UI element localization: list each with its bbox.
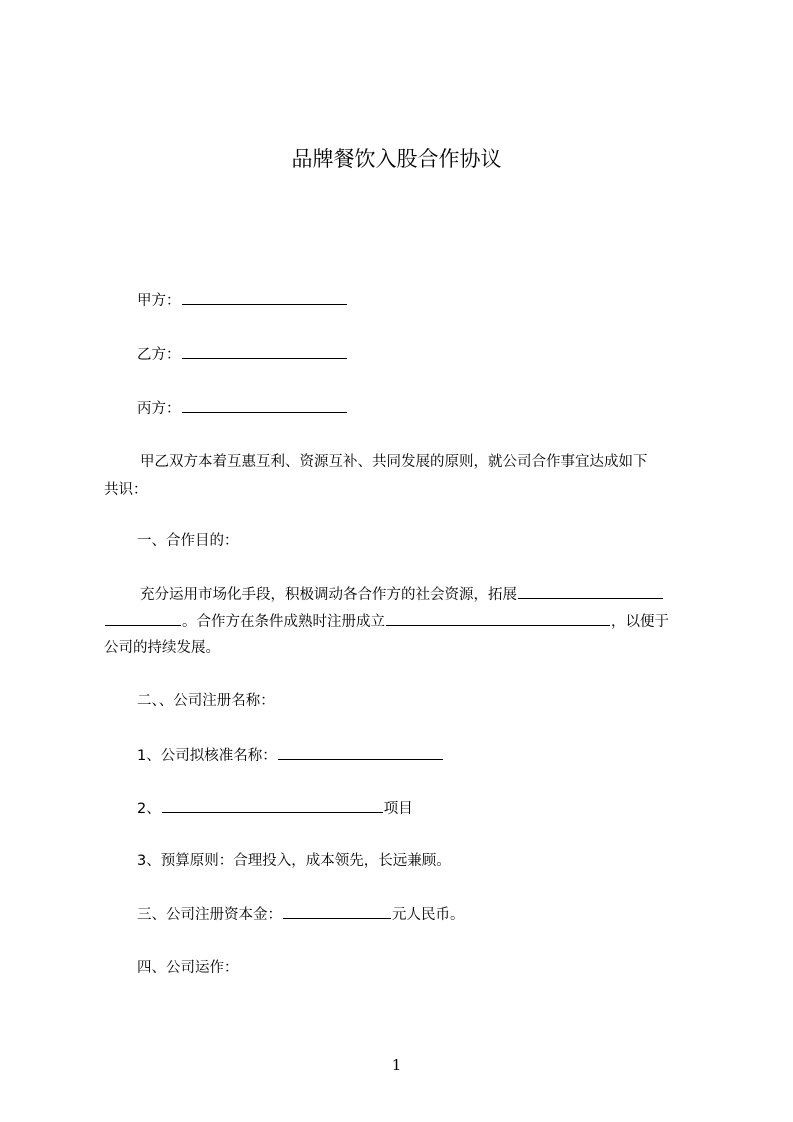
- intro-line-2: 共识：: [104, 482, 148, 498]
- section3-tail: 元人民币。: [392, 907, 465, 923]
- section1-line-1: [140, 584, 664, 605]
- section1-line1-text: 充分运用市场化手段，积极调动各合作方的社会资源，拓展: [140, 587, 517, 603]
- section1-line2-tail: ，以便于: [611, 614, 669, 630]
- item1-line: [137, 745, 444, 766]
- intro-line-1: 甲乙双方本着互惠互利、资源互补、共同发展的原则，就公司合作事宜达成如下: [140, 454, 648, 470]
- section1-scope-blank: [105, 611, 181, 626]
- item2-line: [137, 798, 413, 819]
- section1-company-blank: [386, 611, 610, 626]
- page-number: 1: [391, 1056, 402, 1074]
- section1-line2-text: 。合作方在条件成熟时注册成立: [182, 614, 385, 630]
- party-a-label: 甲方：: [137, 293, 181, 309]
- item1-blank: [278, 745, 443, 760]
- item2-tail: 项目: [383, 801, 413, 817]
- party-b-blank: [182, 344, 347, 359]
- section1-line-3: 公司的持续发展。: [104, 640, 220, 656]
- item3-line: 3、预算原则：合理投入，成本领先，长远兼顾。: [137, 853, 451, 869]
- party-b-label: 乙方：: [137, 347, 181, 363]
- document-title: 品牌餐饮入股合作协议: [291, 147, 502, 171]
- section3-line: [137, 904, 465, 925]
- party-c-label: 丙方：: [137, 401, 181, 417]
- section3-label: 三、公司注册资本金：: [137, 907, 282, 923]
- item1-label: 1、公司拟核准名称：: [137, 748, 277, 764]
- section1-line-2: [104, 611, 669, 632]
- section2-heading: 二、、公司注册名称：: [137, 693, 275, 709]
- party-a-line: [137, 290, 348, 311]
- item2-label: 2、: [137, 801, 161, 817]
- section4-heading: 四、公司运作：: [137, 960, 239, 976]
- capital-blank: [283, 904, 391, 919]
- party-c-line: [137, 398, 348, 419]
- party-b-line: [137, 344, 348, 365]
- section1-expand-blank: [518, 584, 663, 599]
- item2-blank: [162, 798, 383, 813]
- section1-heading: 一、合作目的：: [137, 533, 239, 549]
- party-a-blank: [182, 290, 347, 305]
- party-c-blank: [182, 398, 347, 413]
